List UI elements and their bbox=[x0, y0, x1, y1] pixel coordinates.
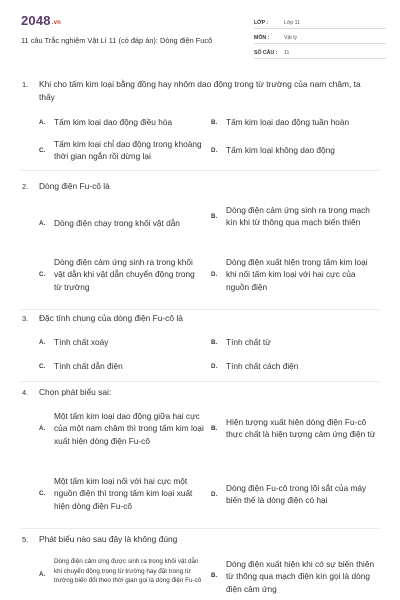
meta-value: Lớp 11 bbox=[284, 20, 300, 26]
option-d[interactable] bbox=[211, 256, 376, 293]
option-letter: D. bbox=[211, 146, 218, 154]
option-text: Dòng điện Fu-cô trong lõi sắt của máy biến thế là dòng điện có hại bbox=[226, 483, 367, 506]
option-text: Hiện tượng xuất hiện dòng điện Fu-cô thực chất là hiện tượng cảm ứng điện từ bbox=[226, 417, 376, 440]
question-divider bbox=[20, 170, 380, 171]
meta-value: 11 bbox=[284, 50, 290, 56]
option-text: Tính chất dẫn điện bbox=[54, 361, 123, 371]
option-c[interactable] bbox=[39, 475, 204, 512]
document-meta bbox=[254, 14, 386, 59]
option-text: Tính chất xoáy bbox=[54, 337, 109, 347]
option-c[interactable] bbox=[39, 256, 204, 293]
option-a[interactable] bbox=[39, 557, 204, 597]
question-number: 4. bbox=[22, 388, 29, 397]
logo-text: 2048 bbox=[21, 13, 51, 28]
option-text: Một tấm kim loại nối với hai cực một nguồn điện thì trong tấm kim loại xuất hiện dòng điện Fu-cô bbox=[54, 476, 193, 511]
option-letter: B. bbox=[211, 212, 218, 220]
option-letter: C. bbox=[39, 270, 46, 278]
option-letter: D. bbox=[211, 490, 218, 498]
question-divider bbox=[20, 528, 380, 529]
logo-suffix: .vn bbox=[51, 20, 62, 26]
option-text: Dòng điện xuất hiện trong tấm kim loại khi nối tấm kim loại với hai cực của nguồn điện bbox=[226, 257, 368, 292]
meta-key: LỚP : bbox=[254, 20, 269, 26]
question-divider bbox=[20, 381, 380, 382]
meta-key: MÔN : bbox=[254, 35, 270, 41]
option-b[interactable] bbox=[211, 336, 371, 348]
question-divider bbox=[20, 309, 380, 310]
option-letter: D. bbox=[211, 362, 218, 370]
option-letter: B. bbox=[211, 338, 218, 346]
option-text: Một tấm kim loại dao động giữa hai cực của một nam châm thì trong tấm kim loại xuất hiện dòng điện Fu-cô bbox=[54, 411, 204, 446]
option-letter: B. bbox=[211, 572, 218, 579]
option-letter: C. bbox=[39, 362, 46, 370]
option-a[interactable] bbox=[39, 116, 199, 128]
option-text: Tấm kim loại không dao động bbox=[226, 145, 335, 155]
question-number: 3. bbox=[22, 314, 29, 323]
option-letter: D. bbox=[211, 270, 218, 278]
option-text: Dòng điện cảm ứng sinh ra trong mạch kín khi từ thông qua mạch biến thiên bbox=[226, 205, 370, 228]
option-letter: C. bbox=[39, 146, 46, 154]
meta-value: Vật lý bbox=[284, 35, 297, 41]
option-letter: B. bbox=[211, 118, 218, 126]
option-c[interactable] bbox=[39, 360, 199, 372]
question-number: 5. bbox=[22, 535, 29, 544]
option-text: Tấm kim loại dao động điều hòa bbox=[54, 117, 173, 127]
option-letter: A. bbox=[39, 571, 46, 578]
option-letter: C. bbox=[39, 489, 46, 497]
option-b[interactable] bbox=[211, 416, 376, 441]
option-a[interactable] bbox=[39, 217, 204, 229]
question-number: 1. bbox=[22, 80, 29, 89]
option-text: Dòng điện cảm ứng được sinh ra trong khối vật dẫn khi chuyển động trong từ trường hay đặt trong từ trường biến đổi theo thời gian gọi là dòng điện Fu-cô bbox=[54, 558, 202, 584]
option-text: Tính chất từ bbox=[226, 337, 271, 347]
question-text: Dòng điện Fu-cô là bbox=[39, 181, 110, 191]
option-text: Dòng điện chạy trong khối vật dẫn bbox=[54, 218, 180, 228]
meta-key: SỐ CÂU : bbox=[254, 50, 278, 56]
site-logo[interactable] bbox=[21, 13, 61, 28]
option-b[interactable] bbox=[211, 204, 376, 229]
question-text: Chọn phát biểu sai: bbox=[39, 387, 112, 397]
option-b[interactable] bbox=[211, 558, 381, 598]
option-text: Tấm kim loại chỉ dao động trong khoảng thời gian ngắn rồi dừng lại bbox=[54, 139, 202, 162]
option-text: Tính chất cách điện bbox=[226, 361, 299, 371]
option-letter: A. bbox=[39, 118, 46, 126]
option-d[interactable] bbox=[211, 360, 371, 372]
option-a[interactable] bbox=[39, 410, 204, 447]
document-header bbox=[0, 0, 400, 62]
question-number: 2. bbox=[22, 182, 29, 191]
question-text: Đặc tính chung của dòng điện Fu-cô là bbox=[39, 313, 183, 323]
option-text: Tấm kim loại dao động tuần hoàn bbox=[226, 117, 350, 127]
option-text: Dòng điện xuất hiện khi có sự biến thiên từ thông qua mạch điện kín gọi là dòng điện cảm ứng bbox=[226, 559, 375, 594]
question-text: Phát biểu nào sau đây là không đúng bbox=[39, 534, 178, 544]
option-letter: B. bbox=[211, 424, 218, 432]
option-d[interactable] bbox=[211, 144, 386, 156]
option-letter: A. bbox=[39, 338, 46, 346]
option-letter: A. bbox=[39, 424, 46, 432]
meta-row-grade bbox=[254, 14, 386, 29]
meta-row-count bbox=[254, 44, 386, 59]
meta-row-subject bbox=[254, 29, 386, 44]
option-letter: A. bbox=[39, 219, 46, 227]
option-b[interactable] bbox=[211, 116, 386, 128]
option-text: Dòng điện cảm ứng sinh ra trong khối vật dẫn khi vật dẫn chuyển động trong từ trường bbox=[54, 257, 195, 292]
document-title: 11 câu Trắc nghiệm Vật Lí 11 (có đáp án): Dòng điện Fucô bbox=[21, 36, 213, 45]
option-a[interactable] bbox=[39, 336, 199, 348]
question-text: Khi cho tấm kim loại bằng đồng hay nhôm dao động trong từ trường của nam châm, ta thấy bbox=[39, 79, 361, 102]
option-c[interactable] bbox=[39, 138, 204, 163]
option-d[interactable] bbox=[211, 482, 376, 507]
